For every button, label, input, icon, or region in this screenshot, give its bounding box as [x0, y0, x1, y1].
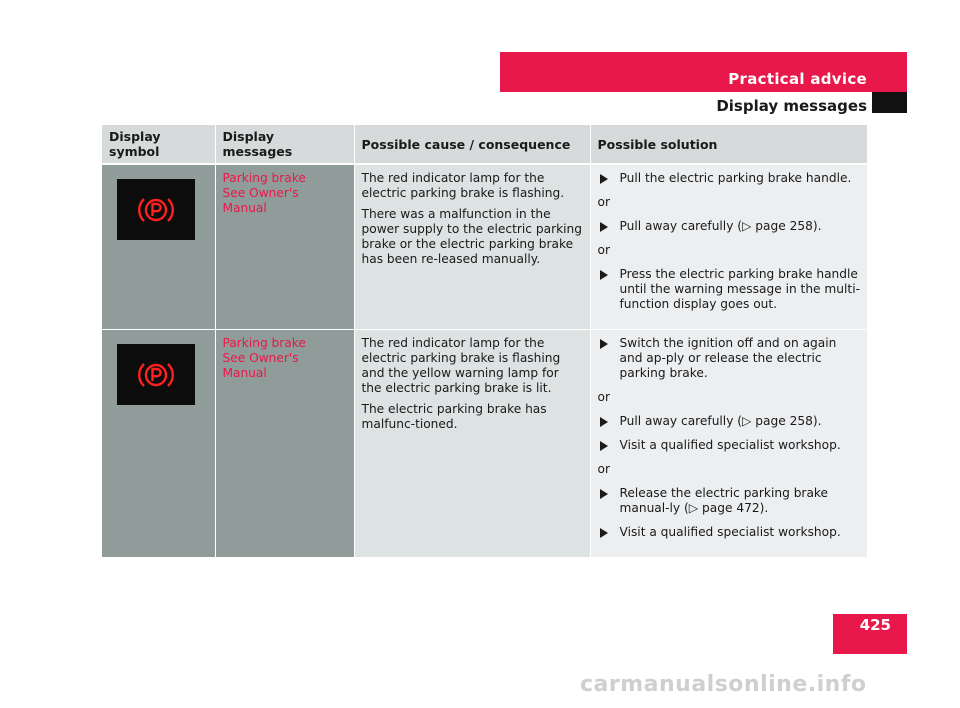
solution-or: or: [597, 195, 610, 209]
solution-step: [598, 414, 861, 429]
solution-step: [598, 219, 861, 234]
solution-cell: [590, 164, 867, 330]
page-number: 425: [859, 616, 891, 634]
solution-or: or: [597, 390, 610, 404]
display-message: [223, 171, 347, 216]
column-header-possible-solution: Possible solution: [590, 125, 867, 164]
table-row: [102, 164, 867, 330]
watermark[interactable]: carmanualsonline.info: [580, 672, 867, 697]
arrow-bullet-icon: [600, 222, 608, 232]
solution-step-text: Switch the ignition off and on again and ap-ply or release the electric parking brake.: [619, 336, 837, 380]
column-header-possible-cause: Possible cause / consequence: [354, 125, 590, 164]
message-line: See Owner's Manual: [222, 186, 299, 215]
arrow-bullet-icon: [600, 417, 608, 427]
display-symbol-cell: [102, 164, 215, 330]
solution-step: [598, 486, 861, 516]
parking-brake-warning-icon: [134, 193, 178, 227]
arrow-bullet-icon: [600, 528, 608, 538]
solution-cell: [590, 330, 867, 558]
message-line: Parking brake: [222, 171, 306, 185]
solution-step: [598, 171, 861, 186]
table-row: [102, 330, 867, 558]
header-black-block: [872, 92, 907, 113]
table-header-row: [102, 125, 867, 164]
subsection-title: Display messages: [716, 97, 867, 115]
message-line: See Owner's Manual: [222, 351, 299, 380]
solution-step-text: Pull away carefully (▷ page 258).: [619, 219, 822, 233]
display-messages-table: [102, 125, 867, 557]
solution-step-text: Visit a qualified specialist workshop.: [619, 438, 841, 452]
solution-step: [598, 438, 861, 453]
cause-text: The red indicator lamp for the electric parking brake is flashing and the yellow warning lamp for the electric parking brake is lit.: [361, 336, 561, 395]
display-message-cell: [215, 330, 354, 558]
indicator-lamp: [117, 344, 195, 405]
section-title: Practical advice: [728, 70, 867, 88]
column-header-display-symbol: Display symbol: [102, 125, 215, 164]
solution-step-text: Pull away carefully (▷ page 258).: [619, 414, 822, 428]
arrow-bullet-icon: [600, 489, 608, 499]
cause-text: The red indicator lamp for the electric parking brake is flashing.: [361, 171, 565, 200]
page-number-box: [833, 614, 907, 654]
indicator-lamp: [117, 179, 195, 240]
arrow-bullet-icon: [600, 270, 608, 280]
solution-step-text: Release the electric parking brake manual-ly (▷ page 472).: [619, 486, 829, 515]
arrow-bullet-icon: [600, 441, 608, 451]
solution-step: [598, 267, 861, 312]
display-message-cell: [215, 164, 354, 330]
parking-brake-warning-icon: [134, 358, 178, 392]
cause-cell: [354, 164, 590, 330]
cause-text: There was a malfunction in the power supply to the electric parking brake or the electric parking brake has been re-leased manually.: [361, 207, 582, 266]
column-header-display-messages: Display messages: [215, 125, 354, 164]
solution-step-text: Press the electric parking brake handle until the warning message in the multi-function display goes out.: [619, 267, 860, 311]
message-line: Parking brake: [222, 336, 306, 350]
solution-step-text: Visit a qualified specialist workshop.: [619, 525, 841, 539]
display-message: [223, 336, 347, 381]
solution-step-text: Pull the electric parking brake handle.: [619, 171, 852, 185]
arrow-bullet-icon: [600, 339, 608, 349]
solution-or: or: [597, 243, 610, 257]
solution-or: or: [597, 462, 610, 476]
cause-text: The electric parking brake has malfunc-tioned.: [361, 402, 547, 431]
solution-step: [598, 336, 861, 381]
arrow-bullet-icon: [600, 174, 608, 184]
cause-cell: [354, 330, 590, 558]
solution-step: [598, 525, 861, 540]
display-symbol-cell: [102, 330, 215, 558]
